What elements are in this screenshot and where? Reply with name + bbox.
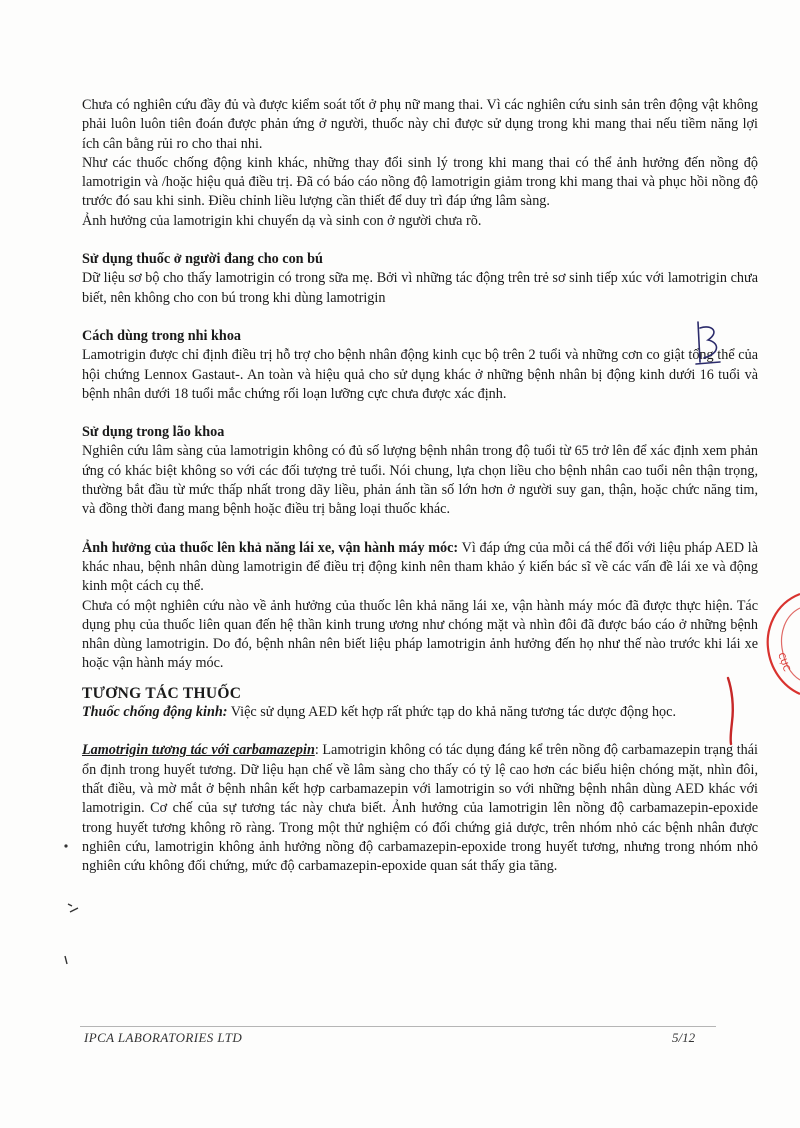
margin-mark-dot: [62, 842, 70, 850]
carbamazepine-body: : Lamotrigin không có tác dụng đáng kể trên nồng độ carbamazepin trạng thái ổn định trong huyết tương. Dữ liệu hạn chế về lâm sàng cho thấy có tỷ lệ cao hơn các biểu hiện chóng mặt, nhìn đôi, thất điều, và mờ mắt ở bệnh nhân kết hợp carbamazepin với lamotrigin so với những bệnh nhân dùng AED khác với lamotrigin. Cơ chế của sự tương tác này chưa biết. Ảnh hưởng của lamotrigin lên nồng độ carbamazepin-epoxide trong huyết tương không rõ ràng. Trong một thử nghiệm có đối chứng giả dược, trên nhóm nhỏ các bệnh nhân được nghiên cứu, lamotrigin không ảnh hưởng nồng độ carbamazepin-epoxide trong huyết tương, nhưng trong nhóm nhỏ nghiên cứu không đối chứng, mức độ carbamazepin-epoxide quan sát thấy gia tăng.: [82, 742, 759, 875]
pediatrics-heading: Cách dùng trong nhi khoa: [82, 327, 242, 344]
pregnancy-paragraph-2: Như các thuốc chống động kinh khác, những thay đổi sinh lý trong khi mang thai có thể ảnh hưởng đến nồng độ lamotrigin và /hoặc hiệu quả điều trị. Đã có báo cáo nồng độ lamotrigin giảm trong khi mang thai và phục hồi nồng độ trước đó sau khi sinh. Điều chỉnh liều lượng cần thiết để duy trì đáp ứng lâm sàng.: [82, 154, 758, 210]
carbamazepine-lead: Lamotrigin tương tác với carbamazepin: [82, 742, 315, 759]
interactions-title: TƯƠNG TÁC THUỐC: [82, 684, 242, 702]
anticonvulsant-lead: Thuốc chống động kinh:: [82, 704, 228, 721]
svg-text:CỤC: CỤC: [775, 651, 792, 674]
driving-body-2: Chưa có một nghiên cứu nào về ảnh hưởng của thuốc lên khả năng lái xe, vận hành máy móc đã được thực hiện. Tác dụng phụ của thuốc liên quan đến hệ thần kinh trung ương như chóng mặt và nhìn đôi đã được báo cáo ở những bệnh nhân dùng lamotrigin. Do đó, bệnh nhân nên biết liệu pháp lamotrigin ảnh hưởng đến họ như thế nào trước khi lái xe hoặc vận hành máy móc.: [82, 597, 758, 672]
driving-paragraph: [82, 539, 758, 597]
official-stamp-fragment: [760, 590, 800, 700]
document-body: [82, 96, 758, 876]
geriatrics-heading: Sử dụng trong lão khoa: [82, 424, 225, 441]
handwritten-initial-mark: [690, 318, 730, 368]
driving-body: Vì đáp ứng của mỗi cá thể đối với liệu pháp AED là khác nhau, bệnh nhân dùng lamotrigin để điều trị động kinh nên tham khảo ý kiến bác sĩ về các vấn đề lái xe và động kinh một cách cụ thể.: [82, 539, 758, 595]
anticonvulsant-body: Việc sử dụng AED kết hợp rất phức tạp do khả năng tương tác dược động học.: [227, 704, 676, 721]
pregnancy-paragraph-3: Ảnh hưởng của lamotrigin khi chuyển dạ và sinh con ở người chưa rõ.: [82, 212, 482, 229]
anticonvulsant-paragraph: [82, 703, 758, 722]
pregnancy-paragraph-1: Chưa có nghiên cứu đầy đủ và được kiểm soát tốt ở phụ nữ mang thai. Vì các nghiên cứu sinh sản trên động vật không phải luôn luôn tiên đoán được phản ứng ở người, thuốc này chỉ được sử dụng trong khi mang thai nếu tiềm năng lợi ích cân bằng rủi ro cho thai nhi.: [82, 97, 758, 152]
footer-page-number: 5/12: [672, 1030, 696, 1045]
breastfeeding-body: Dữ liệu sơ bộ cho thấy lamotrigin có trong sữa mẹ. Bởi vì những tác động trên trẻ sơ sinh tiếp xúc với lamotrigin chưa biết, nên không cho con bú trong khi dùng lamotrigin: [82, 270, 758, 306]
margin-mark-dash: [66, 900, 80, 914]
red-pen-stroke: [722, 676, 742, 746]
margin-mark-tick: [62, 954, 70, 966]
carbamazepine-paragraph: [82, 741, 758, 876]
footer-divider: [80, 1026, 716, 1027]
driving-heading: Ảnh hưởng của thuốc lên khả năng lái xe, vận hành máy móc:: [82, 539, 459, 556]
pediatrics-body: Lamotrigin được chỉ định điều trị hỗ trợ cho bệnh nhân động kinh cục bộ trên 2 tuổi và những cơn co giật tổng thể của hội chứng Lennox Gastaut-. An toàn và hiệu quả cho sử dụng khác ở những bệnh nhân bị động kinh dưới 16 tuổi và bệnh nhân dưới 18 tuổi mắc chứng rối loạn lưỡng cực chưa được xác định.: [82, 347, 758, 402]
geriatrics-body: Nghiên cứu lâm sàng của lamotrigin không có đủ số lượng bệnh nhân trong độ tuổi từ 65 trở lên để xác định xem phản ứng có khác biệt không so với các đối tượng trẻ tuổi. Nói chung, lựa chọn liều cho bệnh nhân cao tuổi nên thận trọng, thường bắt đầu từ mức thấp nhất trong dãy liều, phản ánh tần số lớn hơn ở người suy gan, thận, hoặc chức năng tim, và đồng thời đang mang bệnh hoặc điều trị bằng loại thuốc khác.: [82, 443, 758, 518]
breastfeeding-heading: Sử dụng thuốc ở người đang cho con bú: [82, 251, 323, 268]
footer-company: IPCA LABORATORIES LTD: [84, 1030, 243, 1045]
